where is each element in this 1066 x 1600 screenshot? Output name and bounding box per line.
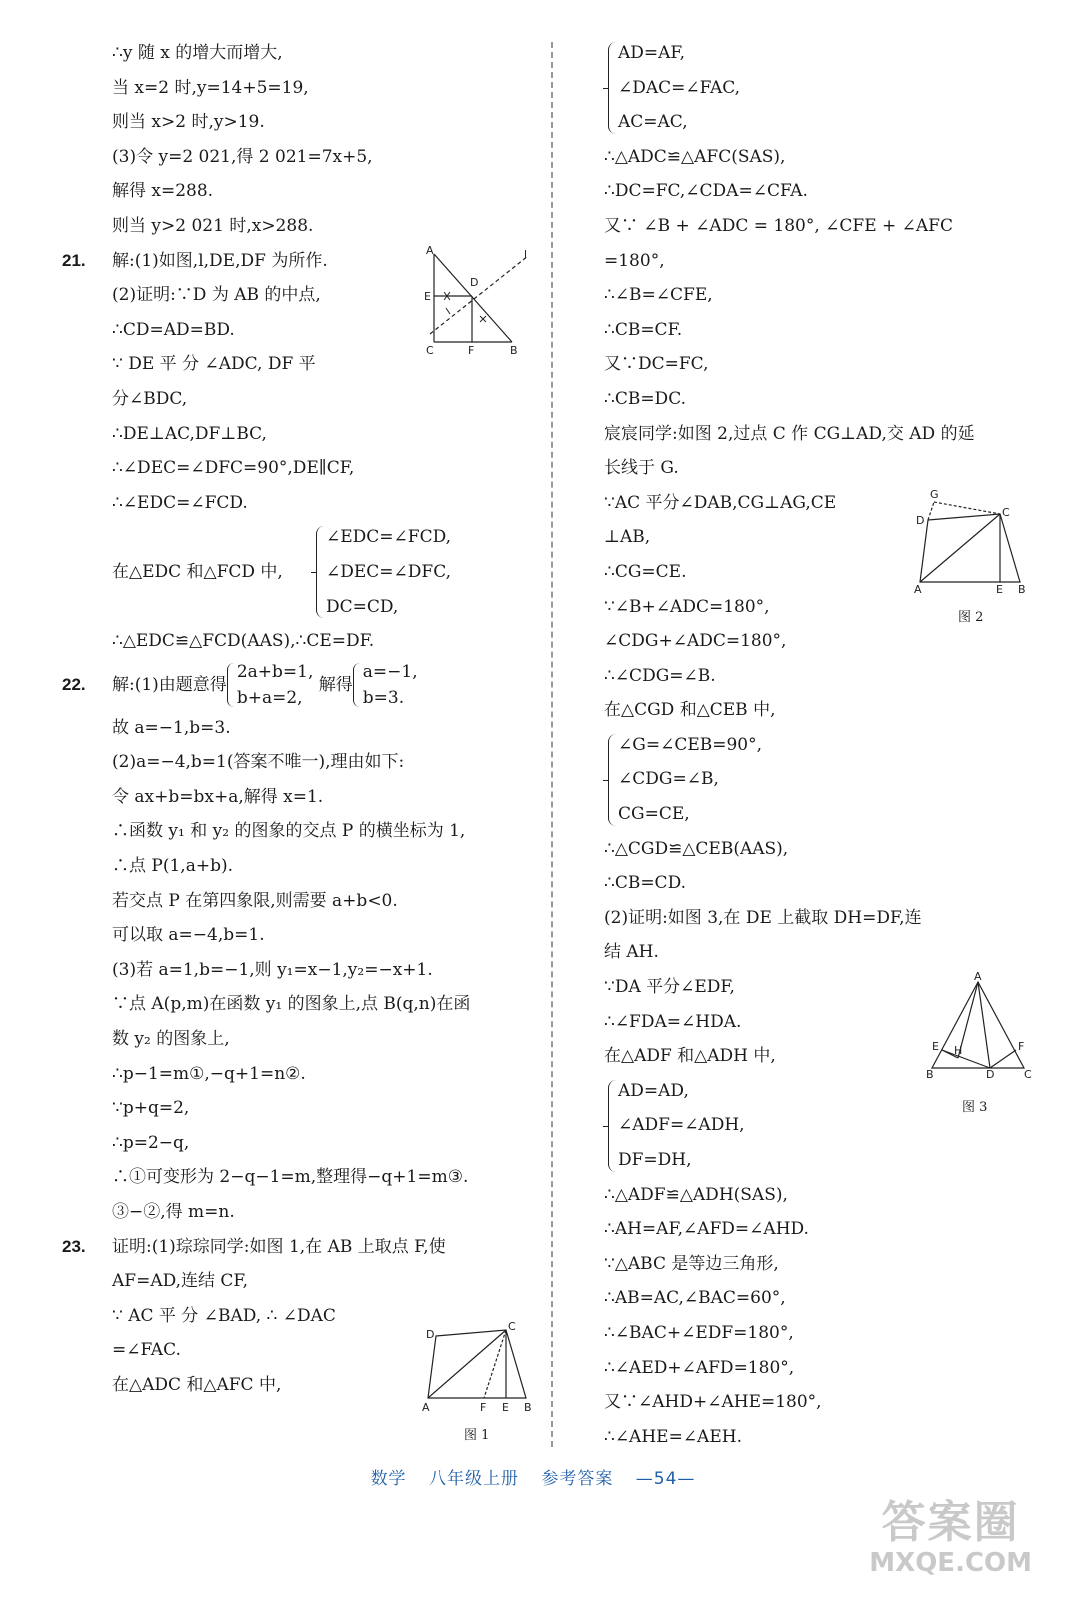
text-line: (2)证明:如图 3,在 DE 上截取 DH=DF,连 [604, 907, 922, 928]
text-line: ∴△ADF≌△ADH(SAS), [604, 1184, 788, 1205]
text-line: ⊥AB, [604, 527, 651, 548]
text-line: ∵∠B+∠ADC=180°, [604, 596, 770, 617]
text-line: ∴∠CDG=∠B. [604, 665, 716, 686]
figure-2 [912, 486, 1032, 596]
column-divider [551, 42, 553, 1447]
fig-label: H [954, 1044, 963, 1057]
text-line: ∴CG=CE. [604, 561, 687, 582]
q21-line: ∴CD=AD=BD. [112, 319, 235, 340]
text-line: ∴∠B=∠CFE, [604, 285, 713, 306]
fig-label: C [1024, 1068, 1032, 1080]
q22-line: 故 a=−1,b=3. [112, 717, 231, 738]
text-line: ∵DA 平分∠EDF, [604, 977, 735, 998]
q21-line: ∴DE⊥AC,DF⊥BC, [112, 423, 267, 444]
text-line: ∴CB=CD. [604, 873, 686, 894]
q22-line: (2)a=−4,b=1(答案不唯一),理由如下: [112, 752, 405, 773]
fig-label: E [424, 290, 431, 303]
figure-3 [924, 970, 1036, 1080]
question-number: 21. [62, 250, 86, 270]
text-line: 又∵ ∠B + ∠ADC = 180°, ∠CFE + ∠AFC [604, 215, 953, 236]
question-number: 23. [62, 1236, 86, 1256]
text-line: ∴∠BAC+∠EDF=180°, [604, 1323, 794, 1344]
footer-subject: 数学 [370, 1469, 407, 1489]
text-line: 当 x=2 时,y=14+5=19, [112, 77, 309, 98]
footer-section: 参考答案 [541, 1469, 614, 1489]
q21-figure [420, 242, 535, 362]
text-line: 则当 y>2 021 时,x>288. [112, 215, 314, 236]
watermark-logo-text: 答案圈 [881, 1497, 1020, 1548]
system-row: AC=AC, [618, 112, 688, 133]
system-row: ∠CDG=∠B, [618, 769, 719, 790]
text-line: ∴∠AHE=∠AEH. [604, 1426, 742, 1447]
right-column [604, 36, 1040, 1454]
text-line: ∵△ABC 是等边三角形, [604, 1253, 779, 1274]
system-row: ∠G=∠CEB=90°, [618, 734, 763, 755]
system-row: DC=CD, [326, 596, 399, 617]
figure-caption: 图 3 [962, 1100, 988, 1115]
fig-label: C [1002, 506, 1010, 519]
fig-label: G [930, 488, 939, 501]
fig-label: B [1018, 583, 1026, 596]
text-line: ∴CB=DC. [604, 388, 686, 409]
text-line: 解得 x=288. [112, 181, 214, 202]
q22-line: ∴①可变形为 2−q−1=m,整理得−q+1=m③. [112, 1167, 469, 1188]
fig-label: F [468, 344, 475, 357]
fig-label: F [480, 1401, 487, 1414]
figure-caption: 图 2 [958, 610, 984, 625]
text-line: ∴AH=AF,∠AFD=∠AHD. [604, 1219, 809, 1240]
q22-line: 若交点 P 在第四象限,则需要 a+b<0. [112, 890, 398, 911]
q22-line: (3)若 a=1,b=−1,则 y₁=x−1,y₂=−x+1. [112, 959, 433, 980]
q22-line [62, 659, 540, 711]
fig-label: C [508, 1320, 516, 1333]
q22-line: 令 ax+b=bx+a,解得 x=1. [112, 786, 324, 807]
q22-line: 可以取 a=−4,b=1. [112, 925, 265, 946]
q21-line: 分∠BDC, [112, 388, 188, 409]
fig-label: D [470, 276, 479, 289]
q23-line: AF=AD,连结 CF, [112, 1271, 248, 1292]
brace [608, 1080, 616, 1172]
q22-system-2: a=−1, b=3. [353, 659, 418, 711]
left-column [62, 36, 540, 1403]
fig-label: l [524, 248, 528, 261]
q21-system-prefix: 在△EDC 和△FCD 中, [112, 561, 283, 582]
fig-label: A [974, 970, 982, 983]
q22-line: ∴点 P(1,a+b). [112, 856, 233, 877]
system-row: CG=CE, [618, 804, 690, 825]
text-line: 在△CGD 和△CEB 中, [604, 700, 776, 721]
q23-line: =∠FAC. [112, 1340, 181, 1361]
system-row: ∠DAC=∠FAC, [618, 77, 741, 98]
text-line: ∴DC=FC,∠CDA=∠CFA. [604, 181, 808, 202]
q23-text: 证明:(1)琮琮同学:如图 1,在 AB 上取点 F,使 [112, 1236, 446, 1257]
q22-line: ∵p+q=2, [112, 1098, 190, 1119]
text-line: 宸宸同学:如图 2,过点 C 作 CG⊥AD,交 AD 的延 [604, 423, 975, 444]
figure-caption: 图 1 [464, 1428, 490, 1443]
q22-line: ∴p−1=m①,−q+1=n②. [112, 1063, 306, 1084]
fig-label: E [996, 583, 1003, 596]
text-line: ∴CB=CF. [604, 319, 683, 340]
page-footer [0, 1464, 1066, 1489]
fig-label: D [986, 1068, 995, 1080]
fig-label: B [926, 1068, 934, 1080]
text-line: 结 AH. [604, 942, 659, 963]
text-line: ∴y 随 x 的增大而增大, [112, 43, 283, 63]
text-line: ∵AC 平分∠DAB,CG⊥AG,CE [604, 492, 837, 513]
brace [316, 526, 324, 618]
system-a [604, 36, 1040, 140]
q23-line [62, 1230, 540, 1265]
q22-line: ∴p=2−q, [112, 1132, 190, 1153]
fig-label: E [932, 1040, 939, 1053]
text-line: (3)令 y=2 021,得 2 021=7x+5, [112, 146, 373, 167]
fig-label: E [502, 1401, 509, 1414]
system-row: ∠ADF=∠ADH, [618, 1115, 745, 1136]
q23-line: ∵ AC 平 分 ∠BAD, ∴ ∠DAC [112, 1305, 336, 1326]
text-line: 又∵∠AHD+∠AHE=180°, [604, 1392, 822, 1413]
q21-system [62, 520, 540, 624]
q22-system-1: 2a+b=1, b+a=2, [227, 659, 314, 711]
q23-line: 在△ADC 和△AFC 中, [112, 1374, 282, 1395]
fig-label: A [422, 1401, 430, 1414]
fig-label: A [426, 244, 434, 257]
fig-label: D [916, 514, 925, 527]
brace [608, 734, 616, 826]
watermark-site: MXQE.COM [869, 1548, 1032, 1578]
fig-label: B [510, 344, 518, 357]
q22-mid: 解得 [318, 674, 353, 695]
q21-line: ∵ DE 平 分 ∠ADC, DF 平 [112, 354, 316, 375]
text-line: ∴AB=AC,∠BAC=60°, [604, 1288, 786, 1309]
system-b [604, 728, 1040, 832]
text-line: ∴∠FDA=∠HDA. [604, 1011, 742, 1032]
system-row: DF=DH, [618, 1150, 692, 1171]
system-c [604, 1074, 1040, 1178]
text-line: 长线于 G. [604, 458, 679, 479]
brace [608, 42, 616, 134]
text-line: 在△ADF 和△ADH 中, [604, 1046, 776, 1067]
q22-line: ∵点 A(p,m)在函数 y₁ 的图象上,点 B(q,n)在函 [112, 994, 471, 1015]
text-line: ∴∠AED+∠AFD=180°, [604, 1357, 795, 1378]
question-number: 22. [62, 674, 86, 694]
q22-line: ∴函数 y₁ 和 y₂ 的图象的交点 P 的横坐标为 1, [112, 821, 466, 842]
watermark [869, 1498, 1032, 1578]
q21-line: ∴△EDC≌△FCD(AAS),∴CE=DF. [112, 631, 375, 652]
q22-head: 解:(1)由题意得 [112, 674, 227, 695]
text-line: ∴△ADC≌△AFC(SAS), [604, 146, 786, 167]
q22-line: 数 y₂ 的图象上, [112, 1029, 230, 1050]
fig-label: D [426, 1328, 435, 1341]
system-row: AD=AF, [618, 43, 685, 63]
fig-label: C [426, 344, 434, 357]
text-line: ∠CDG+∠ADC=180°, [604, 631, 787, 652]
fig-label: A [914, 583, 922, 596]
text-line: =180°, [604, 250, 665, 271]
footer-grade: 八年级上册 [428, 1469, 519, 1489]
q21-line: (2)证明:∵D 为 AB 的中点, [112, 285, 321, 306]
text-line: 则当 x>2 时,y>19. [112, 112, 265, 133]
page-number: —54— [635, 1469, 696, 1489]
system-row: AD=AD, [618, 1080, 689, 1101]
q21-text: 解:(1)如图,l,DE,DF 为所作. [112, 250, 328, 271]
text-line: ∴△CGD≌△CEB(AAS), [604, 838, 789, 859]
system-row: ∠EDC=∠FCD, [326, 527, 452, 548]
q21-line: ∴∠EDC=∠FCD. [112, 492, 248, 513]
q21-line: ∴∠DEC=∠DFC=90°,DE∥CF, [112, 458, 355, 479]
system-row: ∠DEC=∠DFC, [326, 561, 452, 582]
figure-1 [422, 1318, 540, 1418]
fig-label: F [1018, 1040, 1025, 1053]
text-line: 又∵DC=FC, [604, 354, 709, 375]
q22-line: ③−②,得 m=n. [112, 1202, 235, 1223]
fig-label: B [524, 1401, 532, 1414]
